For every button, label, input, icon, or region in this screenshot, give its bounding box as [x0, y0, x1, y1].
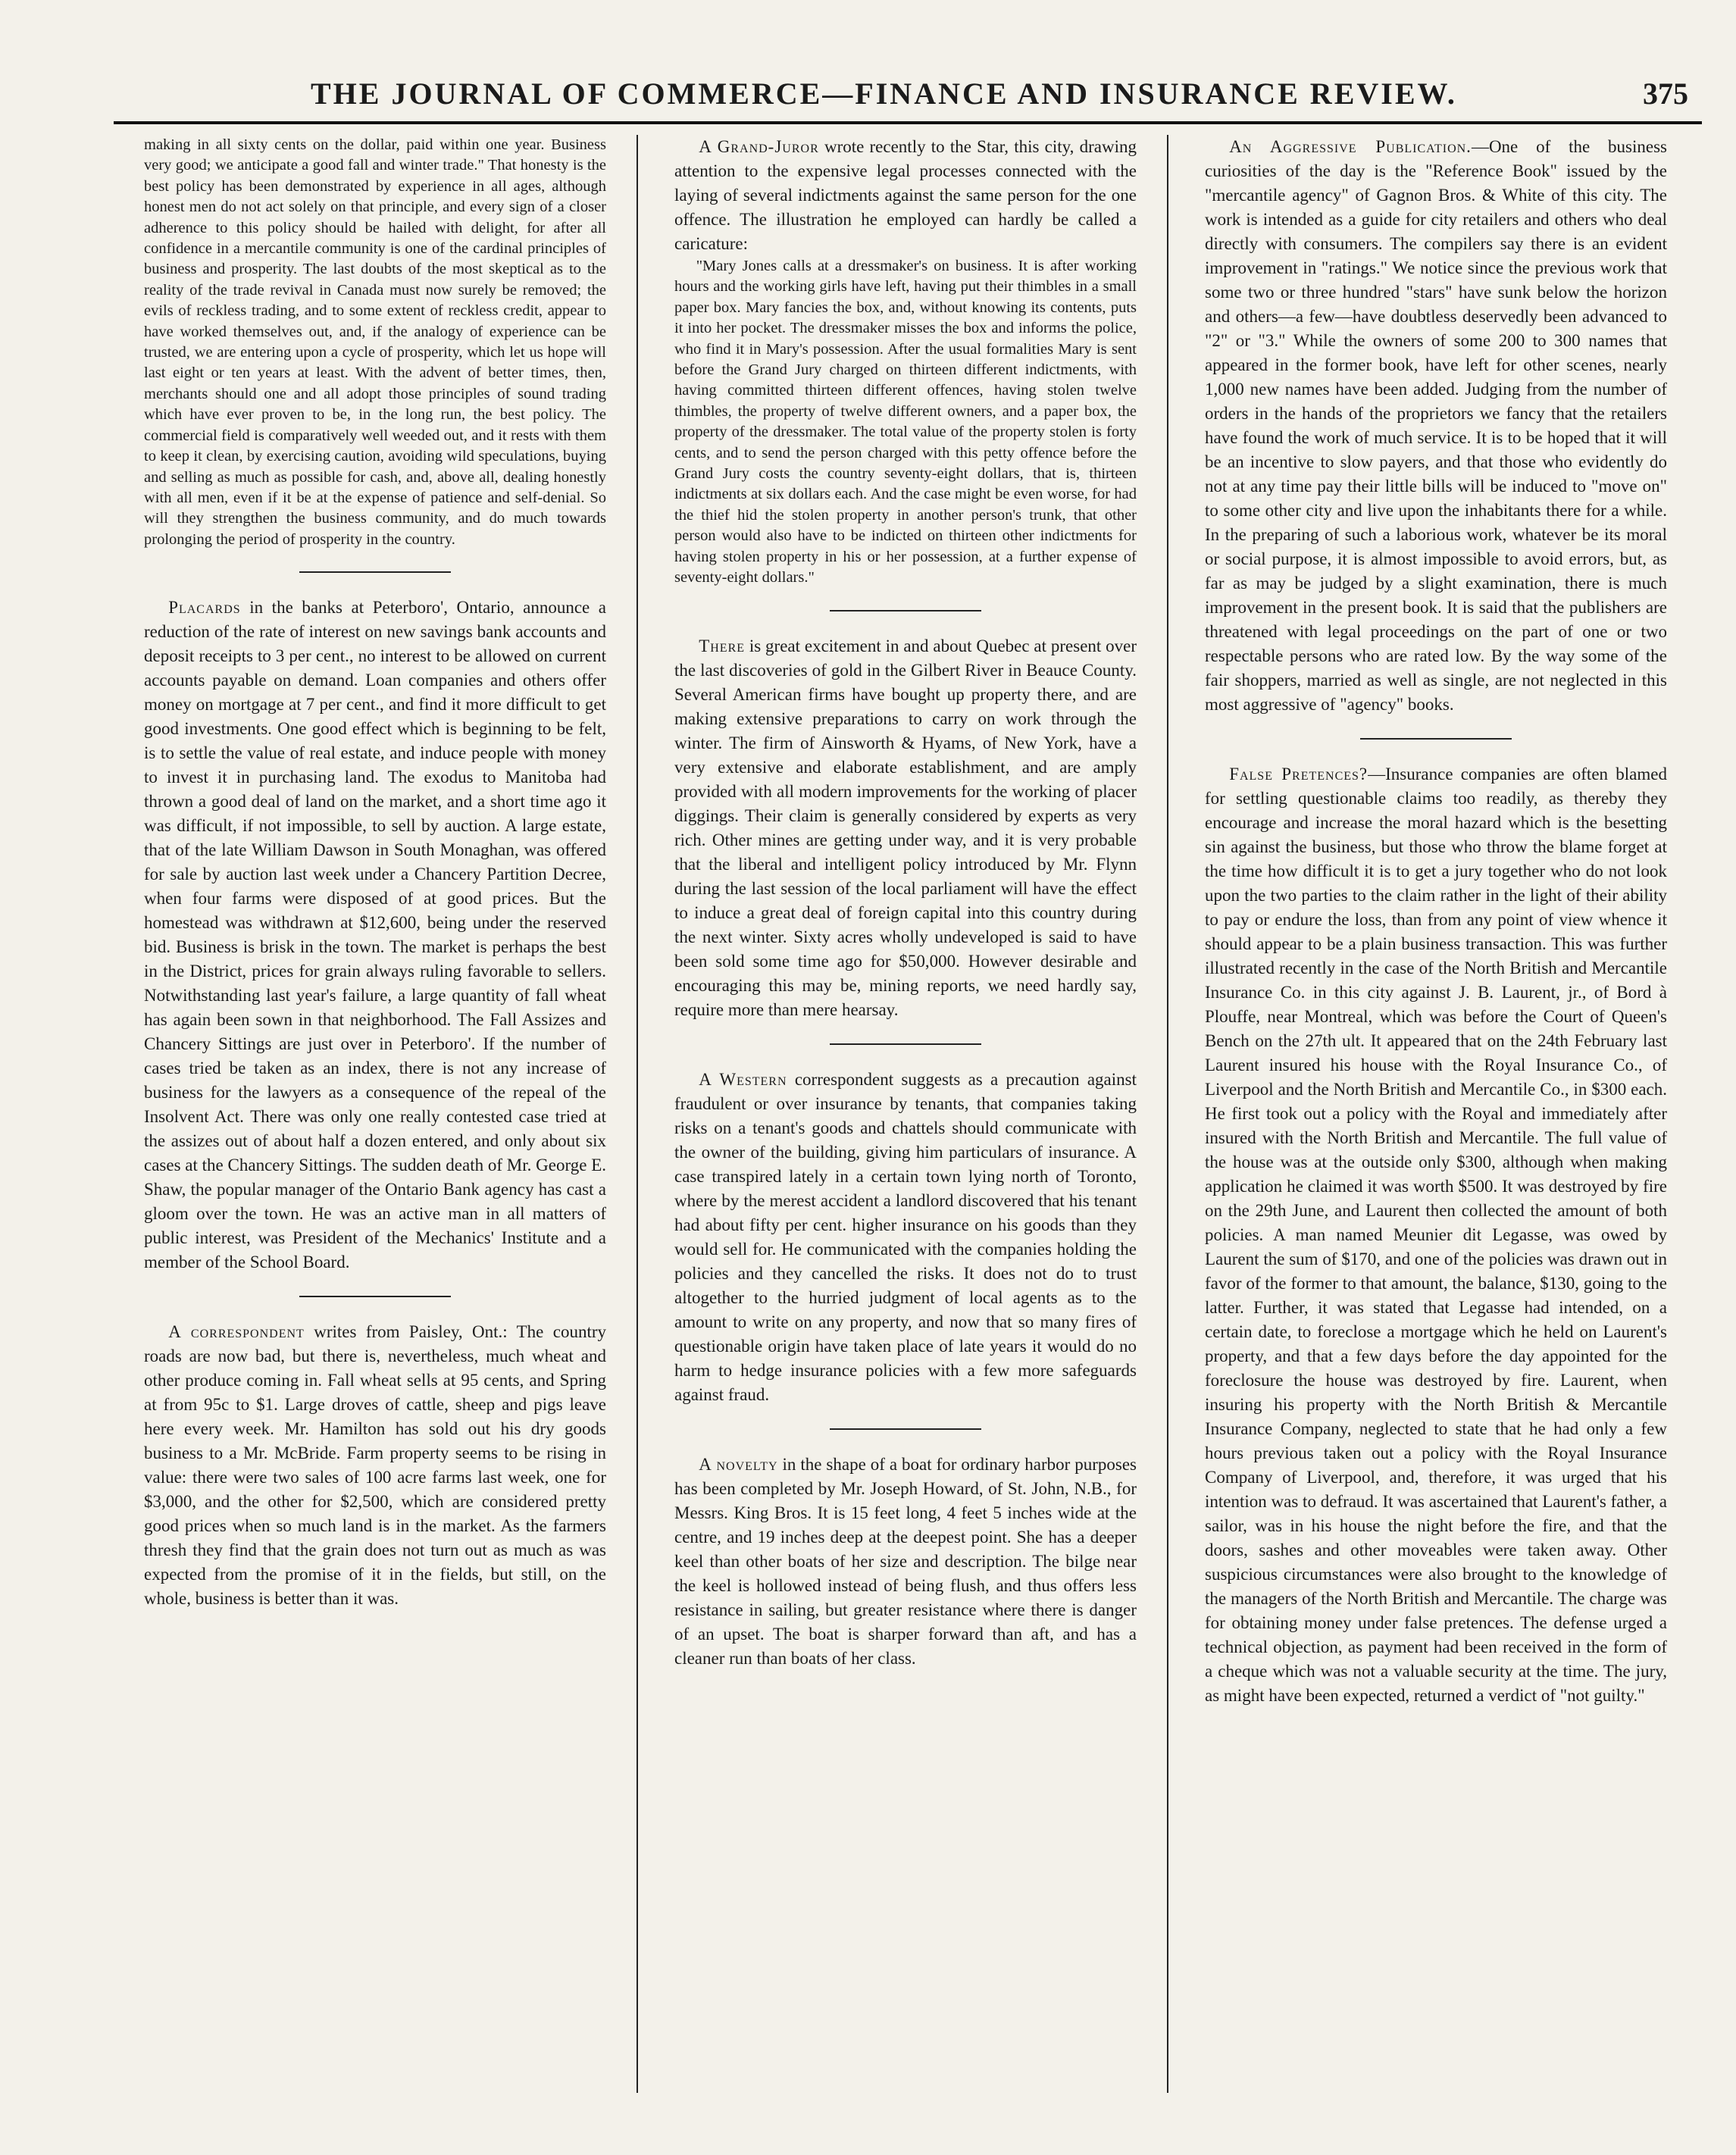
- article-paragraph: [1205, 762, 1667, 1708]
- article-paragraph: [674, 135, 1137, 256]
- page-header: [114, 70, 1702, 130]
- article-separator: [1360, 738, 1512, 740]
- article-false-pretences: [1205, 762, 1667, 1708]
- journal-title: THE JOURNAL OF COMMERCE—FINANCE AND INSURANCE REVIEW.: [311, 77, 1457, 111]
- article-separator: [830, 1428, 981, 1430]
- article-paragraph: [674, 1453, 1137, 1671]
- column-rule: [1167, 135, 1168, 2093]
- article-lead: Placards: [168, 598, 241, 618]
- article-lead: There: [699, 636, 746, 655]
- article-body: —One of the business curiosities of the day is the "Reference Book" issued by the "mercantile agency" of Gagnon Bros. & White of this city. The work is intended as a guide for city retailers and others who deal directly with consumers. The compilers say there is an evident improvement in "ratings." We notice since the previous work that some two or three hundred "stars" have sunk below the horizon and others—a few—have doubtless deservedly been advanced to "2" or "3." While the owners of some 200 to 300 names that appeared in the former book, have left for other scenes, nearly 1,000 new names have been added. Judging from the number of orders in the hands of the proprietors we fancy that the retailers have found the work of much service. It is to be hoped that it will be an incentive to slow payers, and that those who evidently do not at any time pay their little bills will be induced to "move on" to some other city and live upon the inhabitants there for a while. In the preparing of such a laborious work, whatever be its moral or social purpose, it is almost impossible to avoid errors, but, as far as may be judged by a slight examination, there is much improvement in the present book. It is said that the publishers are threatened with legal proceedings on the part of one or two respectable persons who are rated low. By the way some of the fair shoppers, married as well as single, are not neglected in this most aggressive of "agency" books.: [1205, 137, 1667, 714]
- column-rule: [637, 135, 638, 2093]
- page-number: 375: [1643, 77, 1688, 111]
- article-body: is great excitement in and about Quebec at present over the last discoveries of gold in the Gilbert River in Beauce County. Several American firms have bought up property there, and are making extensive preparations to carry on work through the winter. The firm of Ainsworth & Hyams, of New York, have a very extensive and elaborate establishment, and are amply provided with all modern improvements for the working of placer diggings. Their claim is generally considered by experts as very rich. Other mines are getting under way, and it is very probable that the liberal and intelligent policy introduced by Mr. Flynn during the last session of the local parliament will have the effect to induce a great deal of foreign capital into this country during the next winter. Sixty acres wholly undeveloped is said to have been sold some time ago for $50,000. However desirable and encouraging this may be, mining reports, we need hardly say, require more than mere hearsay.: [674, 636, 1137, 1019]
- article-paragraph: making in all sixty cents on the dollar, paid within one year. Business very good; we anticipate a good fall and winter trade." That honesty is the best policy has been demonstrated by experience in all ages, although honest men do not act solely on that principle, and every sign of a closer adherence to this policy should be hailed with delight, for after all confidence in a mercantile community is one of the cardinal principles of business and prosperity. The last doubts of the most skeptical as to the reality of the trade revival in Canada must now surely be removed; the evils of reckless trading, and to some extent of reckless credit, appear to have worked themselves out, and, if the analogy of experience can be trusted, we are entering upon a cycle of prosperity, which let us hope will last eight or ten years at least. With the advent of better times, then, merchants should one and all adopt those principles of sound trading which have ever proven to be, in the long run, the best policy. The commercial field is comparatively well weeded out, and it rests with them to keep it clean, by exercising caution, avoiding wild speculations, buying and selling as much as possible for cash, and, above all, dealing honestly with all men, even if it be at the expense of patience and self-denial. So will they strengthen the business community, and do much towards prolonging the period of prosperity in the country.: [144, 136, 606, 548]
- article-lead: A Western: [699, 1069, 787, 1089]
- newspaper-page: [114, 70, 1702, 2100]
- article-gold-quebec: [674, 634, 1137, 1022]
- column-3: [1205, 135, 1667, 2096]
- column-2: [674, 135, 1137, 2096]
- article-grand-juror: [674, 135, 1137, 256]
- article-paragraph: [144, 596, 606, 1275]
- article-paragraph: [1205, 135, 1667, 717]
- article-quote: [674, 256, 1137, 589]
- column-1: [144, 135, 606, 2096]
- article-body: in the banks at Peterboro', Ontario, announce a reduction of the rate of interest on new savings bank accounts and deposit receipts to 3 per cent., no interest to be allowed on current accounts payable on demand. Loan companies and others offer money on mortgage at 7 per cent., and find it more difficult to get good investments. One good effect which is beginning to be felt, is to settle the value of real estate, and induce people with money to invest it in purchasing land. The exodus to Manitoba had thrown a good deal of land on the market, and a short time ago it was difficult, if not impossible, to sell by auction. A large estate, that of the late William Dawson in South Monaghan, was offered for sale by auction last week under a Chancery Partition Decree, when four farms were disposed of at good prices. But the homestead was withdrawn at $12,600, being under the reserved bid. Business is brisk in the town. The market is perhaps the best in the District, prices for grain always ruling favorable to sellers. Notwithstanding last year's failure, a large quantity of fall wheat has again been sown in that neighborhood. The Fall Assizes and Chancery Sittings are just over in Peterboro'. If the number of cases tried be taken as an index, there is not any increase of business for the lawyers as a consequence of the repeal of the Insolvent Act. There was only one really contested case tried at the assizes out of about half a dozen entered, and only about six cases at the Chancery Sittings. The sudden death of Mr. George E. Shaw, the popular manager of the Ontario Bank agency has cast a gloom over the town. He was an active man in all matters of public interest, was President of the Mechanics' Institute and a member of the School Board.: [144, 598, 606, 1272]
- article-placards: [144, 596, 606, 1275]
- article-aggressive-publication: [1205, 135, 1667, 717]
- article-lead: An Aggressive Publication.: [1229, 137, 1472, 156]
- article-paragraph: [674, 1068, 1137, 1407]
- article-separator: [830, 610, 981, 611]
- article-lead: A correspondent: [168, 1322, 305, 1342]
- article-lead: A Grand-Juror: [699, 137, 819, 156]
- article-paragraph: [144, 1320, 606, 1611]
- article-separator: [299, 571, 451, 573]
- article-body: —Insurance companies are often blamed for settling questionable claims too readily, as thereby they encourage and increase the moral hazard which is the besetting sin against the business, but those who throw the blame forget at the time how difficult it is to get a jury together who do not look upon the two parties to the claim rather in the light of their ability to pay or endure the loss, than from any point of view whence it should appear to be a plain business transaction. This was further illustrated recently in the case of the North British and Mercantile Insurance Co. in this city against J. B. Laurent, jr., of Bord à Plouffe, near Montreal, which was before the Court of Queen's Bench on the 27th ult. It appeared that on the 24th February last Laurent insured his house with the Royal Insurance Co., of Liverpool and the North British and Mercantile Co., in $300 each. He first took out a policy with the Royal and immediately after insured with the North British and Mercantile. The full value of the house was at the outside only $300, although when making application he claimed it was worth $500. It was destroyed by fire on the 29th June, and Laurent then collected the amount of both policies. A man named Meunier dit Legasse, was owed by Laurent the sum of $170, and one of the policies was drawn out in favor of the former to that amount, the balance, $130, going to the latter. Further, it was stated that Legasse had intended, on a certain date, to foreclose a mortgage which he held on Laurent's property, and that a few days before the day appointed for the foreclosure the house was destroyed by fire. Laurent, when insuring his property with the North British & Mercantile Insurance Company, neglected to state that he had only a few hours previous taken out a policy with the Royal Insurance Company of Liverpool, and, therefore, it was urged that his intention was to defraud. It was ascertained that Laurent's father, a sailor, was in his house the night before the fire, and that the doors, sashes and other moveables were taken away. Other suspicious circumstances were also brought to the knowledge of the managers of the North British and Mercantile. The charge was for obtaining money under false pretences. The defense urged a technical objection, as payment had been received in the form of a cheque which was not a valuable security at the time. The jury, as might have been expected, returned a verdict of "not guilty.": [1205, 765, 1667, 1705]
- article-body: correspondent suggests as a precaution against fraudulent or over insurance by tenants, that companies taking risks on a tenant's goods and chattels should communicate with the owner of the building, giving him particulars of insurance. A case transpired lately in a certain town lying north of Toronto, where by the merest accident a landlord discovered that his tenant had about fifty per cent. higher insurance on his goods than they would sell for. He communicated with the companies holding the policies and they cancelled the risks. It does not do to trust altogether to the hurried judgment of local agents as to the amount to write on any property, and now that so many fires of questionable origin have taken place of late years it would do no harm to hedge insurance policies with a few more safeguards against fraud.: [674, 1069, 1137, 1404]
- article-honesty-policy: [144, 135, 606, 550]
- article-paisley: [144, 1320, 606, 1611]
- article-paragraph: "Mary Jones calls at a dressmaker's on business. It is after working hours and the working girls have left, having put their thimbles in a small paper box. Mary fancies the box, and, without knowing its contents, puts it into her pocket. The dressmaker misses the box and informs the police, who find it in Mary's possession. After the usual formalities Mary is sent before the Grand Jury charged on thirteen different indictments, with having committed thirteen different offences, having stolen twelve thimbles, the property of twelve different owners, and a paper box, the property of the dressmaker. The total value of the property stolen is forty cents, and to send the person charged with this petty offence before the Grand Jury costs the country seventy-eight dollars, that is, thirteen indictments at six dollars each. And the case might be even worse, for had the thief hid the stolen property in another person's trunk, that other person would also have to be indicted on thirteen other indictments for having stolen property in his or her possession, at a further expense of seventy-eight dollars.": [674, 258, 1137, 586]
- article-lead: A novelty: [699, 1454, 778, 1474]
- header-rule: [114, 121, 1702, 124]
- article-western-correspondent: [674, 1068, 1137, 1407]
- article-body: in the shape of a boat for ordinary harbor purposes has been completed by Mr. Joseph Howard, of St. John, N.B., for Messrs. King Bros. It is 15 feet long, 4 feet 5 inches wide at the centre, and 19 inches deep at the deepest point. She has a deeper keel than other boats of her size and description. The bilge near the keel is hollowed instead of being flush, and thus offers less resistance in sailing, but greater resistance where there is danger of an upset. The boat is sharper forward than aft, and has a cleaner run than boats of her class.: [674, 1454, 1137, 1668]
- article-lead: False Pretences?: [1229, 765, 1368, 783]
- article-novelty-boat: [674, 1453, 1137, 1671]
- article-paragraph: [674, 634, 1137, 1022]
- article-body: writes from Paisley, Ont.: The country roads are now bad, but there is, nevertheless, much wheat and other produce coming in. Fall wheat sells at 95 cents, and Spring at from 95c to $1. Large droves of cattle, sheep and pigs leave here every week. Mr. Hamilton has sold out his dry goods business to a Mr. McBride. Farm property seems to be rising in value: there were two sales of 100 acre farms last week, one for $3,000, and the other for $2,500, which are considered pretty good prices when so much land is in the market. As the farmers thresh they find that the grain does not turn out as much as was expected from the promise of it in the fields, but still, on the whole, business is better than it was.: [144, 1322, 606, 1609]
- article-separator: [299, 1296, 451, 1297]
- article-body: wrote recently to the Star, this city, drawing attention to the expensive legal processes connected with the laying of several indictments against the same person for the one offence. The illustration he employed can hardly be called a caricature:: [674, 137, 1137, 253]
- article-separator: [830, 1043, 981, 1045]
